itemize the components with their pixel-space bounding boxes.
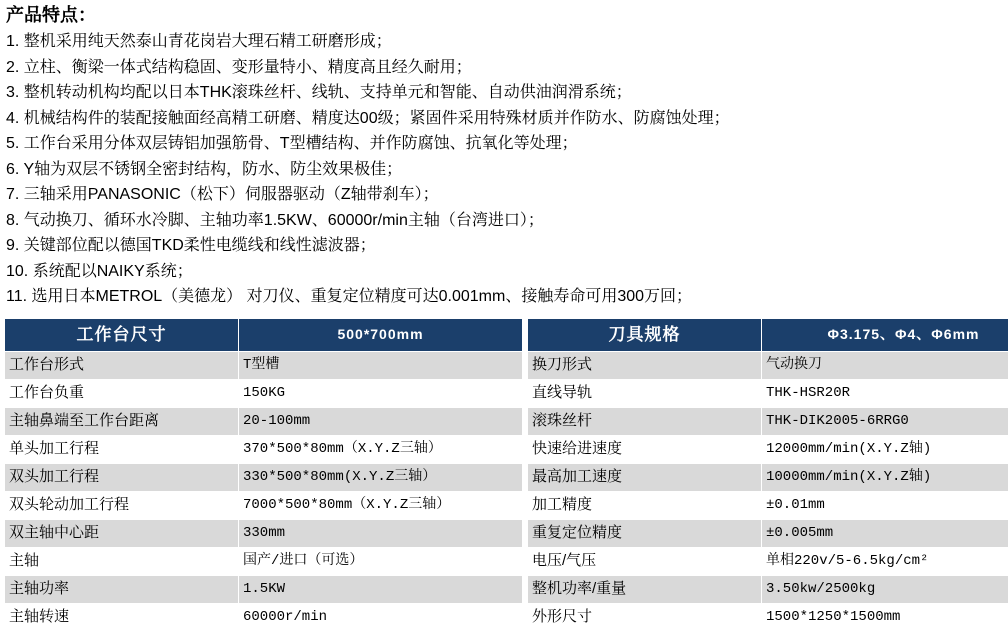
row-key: 快速给进速度 [528,435,762,463]
spec-tables [4,318,1004,632]
row-value: 12000mm/min(X.Y.Z轴) [762,435,1008,463]
row-value: 370*500*80mm（X.Y.Z三轴） [239,435,523,463]
row-key: 主轴鼻端至工作台距离 [5,407,239,435]
row-value: THK-DIK2005-6RRG0 [762,407,1008,435]
feature-item: 7. 三轴采用PANASONIC（松下）伺服器驱动（Z轴带刹车）； [6,186,439,203]
table-row [528,491,1008,519]
table-header-value: 500*700mm [239,318,523,351]
row-value: 气动换刀 [762,351,1008,379]
feature-item: 3. 整机转动机构均配以日本THK滚珠丝杆、线轨、支持单元和智能、自动供油润滑系统； [6,84,632,101]
row-value: 7000*500*80mm（X.Y.Z三轴） [239,491,523,519]
row-value: 3.50kw/2500kg [762,575,1008,603]
table-header-value: Φ3.175、Φ4、Φ6mm [762,318,1008,351]
table-row [5,379,523,407]
features-list [4,29,1004,310]
row-value: 60000r/min [239,603,523,631]
table-row [5,603,523,631]
row-value: 20-100mm [239,407,523,435]
features-title: 产品特点： [6,5,96,25]
table-row [5,351,523,379]
table-row [528,379,1008,407]
feature-item: 9. 关键部位配以德国TKD柔性电缆线和线性滤波器； [6,237,376,254]
row-key: 最高加工速度 [528,463,762,491]
table-row [528,463,1008,491]
tool-spec-table [527,318,1008,632]
row-key: 滚珠丝杆 [528,407,762,435]
row-key: 外形尺寸 [528,603,762,631]
row-value: ±0.005mm [762,519,1008,547]
feature-item: 1. 整机采用纯天然泰山青花岗岩大理石精工研磨形成； [6,33,392,50]
table-row [528,351,1008,379]
row-key: 主轴 [5,547,239,575]
table-header-key: 工作台尺寸 [5,318,239,351]
row-key: 工作台形式 [5,351,239,379]
row-key: 电压/气压 [528,547,762,575]
table-row [528,603,1008,631]
row-value: 1500*1250*1500mm [762,603,1008,631]
table-header-key: 刀具规格 [528,318,762,351]
table-row [5,491,523,519]
row-value: 330*500*80mm(X.Y.Z三轴） [239,463,523,491]
table-header-row [5,318,523,351]
table-row [528,435,1008,463]
table-row [528,519,1008,547]
row-key: 直线导轨 [528,379,762,407]
row-key: 换刀形式 [528,351,762,379]
row-value: T型槽 [239,351,523,379]
feature-item: 2. 立柱、衡梁一体式结构稳固、变形量特小、精度高且经久耐用； [6,58,472,76]
row-value: 150KG [239,379,523,407]
table-row [528,407,1008,435]
feature-item: 4. 机械结构件的装配接触面经高精工研磨、精度达00级；紧固件采用特殊材质并作防水、防腐蚀处理； [6,109,730,127]
row-key: 双头轮动加工行程 [5,491,239,519]
table-header-row [528,318,1008,351]
row-value: 国产/进口（可选） [239,547,523,575]
feature-item: 8. 气动换刀、循环水冷脚、主轴功率1.5KW、60000r/min主轴（台湾进口）； [6,211,544,229]
table-row [528,547,1008,575]
row-key: 双主轴中心距 [5,519,239,547]
row-value: 330mm [239,519,523,547]
row-value: 单相220v/5-6.5kg/cm² [762,547,1008,575]
table-row [5,575,523,603]
table-row [5,407,523,435]
table-row [5,547,523,575]
feature-item: 11. 选用日本METROL（美德龙） 对刀仪、重复定位精度可达0.001mm、接触寿命可用300万回； [6,288,693,305]
row-key: 整机功率/重量 [528,575,762,603]
worktable-spec-table [4,318,523,632]
row-key: 重复定位精度 [528,519,762,547]
row-value: THK-HSR20R [762,379,1008,407]
row-key: 加工精度 [528,491,762,519]
row-key: 工作台负重 [5,379,239,407]
row-value: 1.5KW [239,575,523,603]
row-key: 主轴转速 [5,603,239,631]
table-row [5,435,523,463]
feature-item: 5. 工作台采用分体双层铸铝加强筋骨、T型槽结构、并作防腐蚀、抗氧化等处理； [6,135,578,152]
row-key: 双头加工行程 [5,463,239,491]
table-row [5,463,523,491]
row-key: 单头加工行程 [5,435,239,463]
feature-item: 10. 系统配以NAIKY系统； [6,262,193,280]
row-key: 主轴功率 [5,575,239,603]
table-row [5,519,523,547]
feature-item: 6. Y轴为双层不锈钢全密封结构，防水、防尘效果极佳； [6,160,403,178]
row-value: ±0.01mm [762,491,1008,519]
row-value: 10000mm/min(X.Y.Z轴) [762,463,1008,491]
table-row [528,575,1008,603]
